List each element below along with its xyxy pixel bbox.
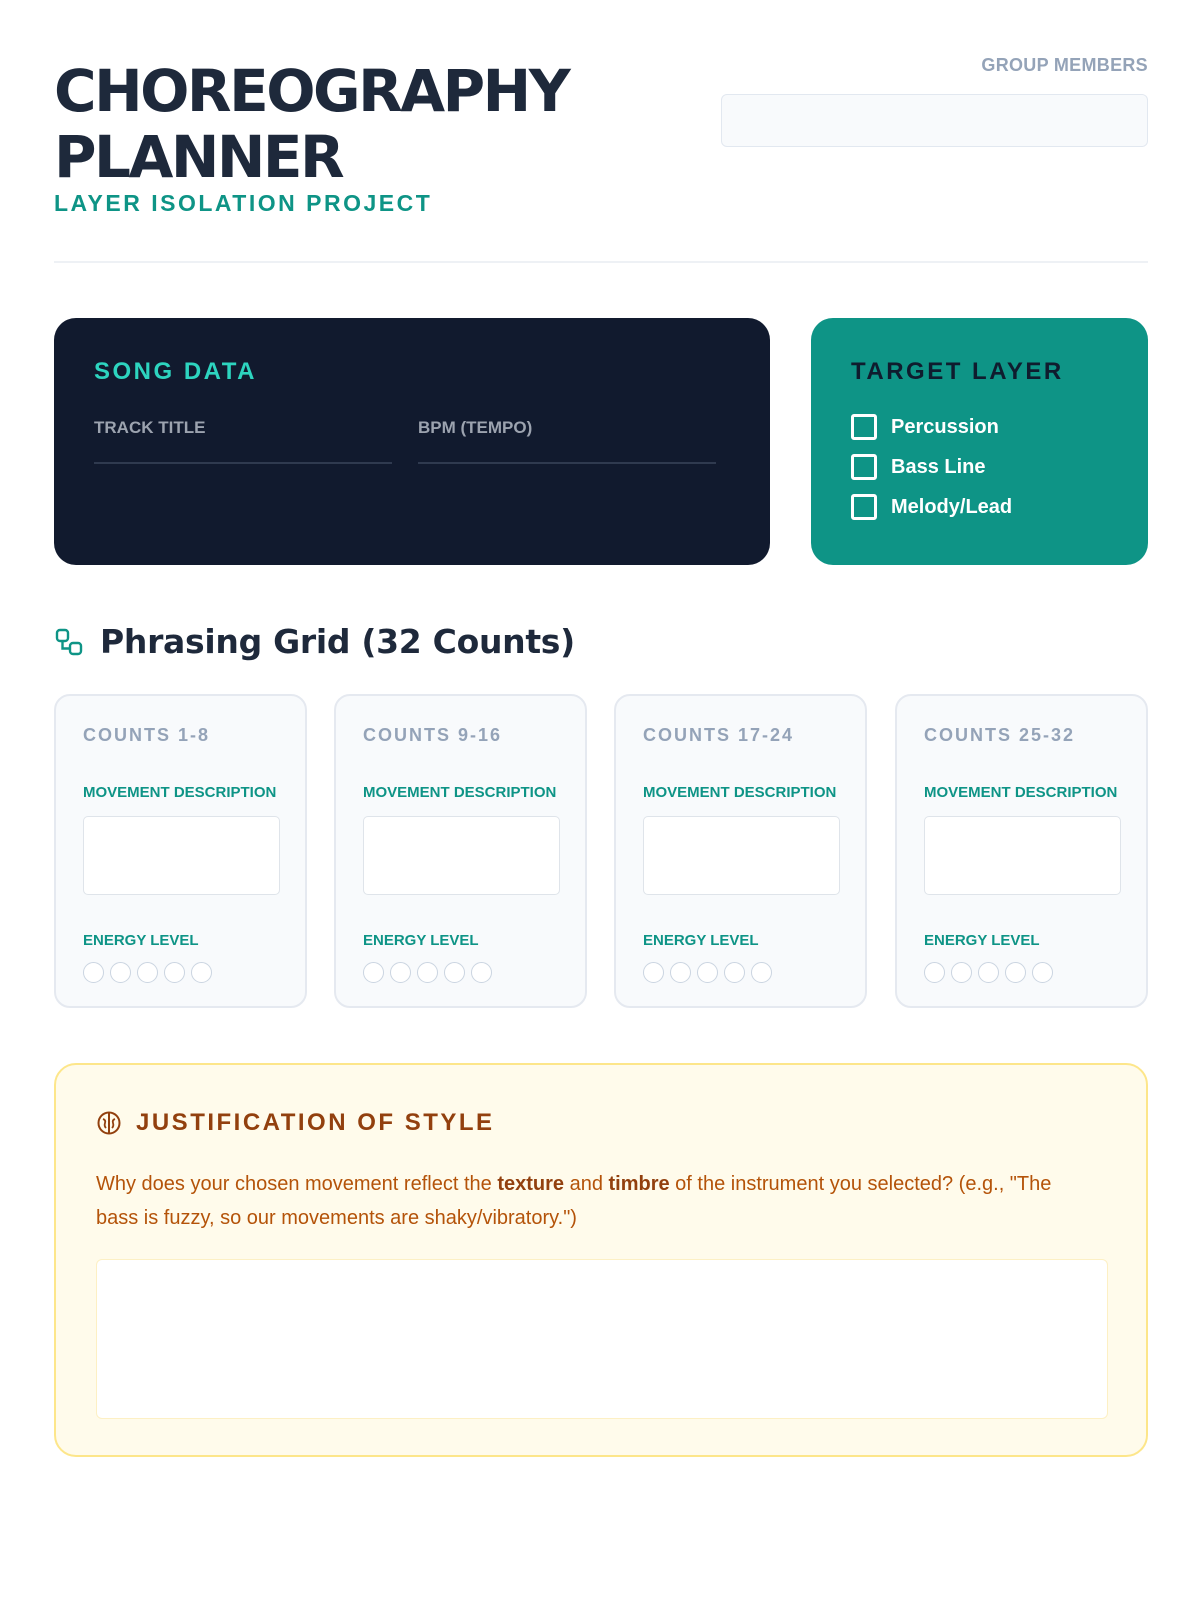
group-members-label: GROUP MEMBERS	[981, 55, 1148, 75]
prompt-text: of the instrument you selected? (e.g., "The bass is fuzzy, so our movements are shaky/vibratory.")	[96, 1173, 1052, 1229]
energy-dot[interactable]	[363, 962, 384, 983]
movement-input[interactable]	[643, 816, 840, 895]
energy-dot[interactable]	[137, 962, 158, 983]
page-title: CHOREOGRAPHY PLANNER	[54, 57, 569, 191]
melody-lead-label: Melody/Lead	[891, 495, 1013, 518]
percussion-label: Percussion	[891, 415, 999, 438]
phrase-card-4	[895, 694, 1148, 1008]
energy-rating	[363, 962, 498, 983]
prompt-text: Why does your chosen movement reflect the	[96, 1173, 498, 1195]
energy-dot[interactable]	[751, 962, 772, 983]
energy-label: ENERGY LEVEL	[924, 932, 1040, 949]
page-subtitle: LAYER ISOLATION PROJECT	[54, 190, 433, 216]
energy-dot[interactable]	[83, 962, 104, 983]
energy-dot[interactable]	[191, 962, 212, 983]
group-members-input[interactable]	[721, 94, 1148, 147]
movement-input[interactable]	[83, 816, 280, 895]
energy-dot[interactable]	[390, 962, 411, 983]
phrase-card-1	[54, 694, 307, 1008]
phrase-heading: COUNTS 1-8	[83, 725, 211, 745]
song-data-heading: SONG DATA	[94, 358, 257, 385]
energy-dot[interactable]	[951, 962, 972, 983]
track-title-label: TRACK TITLE	[94, 418, 206, 437]
header	[54, 0, 1148, 263]
movement-label: MOVEMENT DESCRIPTION	[83, 784, 277, 801]
prompt-bold-texture: texture	[497, 1173, 565, 1195]
target-layer-card	[811, 318, 1148, 565]
justification-answer-box[interactable]	[96, 1259, 1108, 1419]
justification-heading	[96, 1109, 495, 1137]
energy-dot[interactable]	[643, 962, 664, 983]
energy-dot[interactable]	[978, 962, 999, 983]
energy-dot[interactable]	[924, 962, 945, 983]
phrase-heading: COUNTS 25-32	[924, 725, 1076, 745]
energy-dot[interactable]	[110, 962, 131, 983]
movement-label: MOVEMENT DESCRIPTION	[363, 784, 557, 801]
prompt-text: and	[564, 1173, 609, 1195]
justification-title: JUSTIFICATION OF STYLE	[136, 1109, 495, 1136]
energy-dot[interactable]	[724, 962, 745, 983]
energy-dot[interactable]	[697, 962, 718, 983]
energy-dot[interactable]	[1005, 962, 1026, 983]
energy-dot[interactable]	[1032, 962, 1053, 983]
bpm-label: BPM (TEMPO)	[418, 418, 533, 437]
energy-dot[interactable]	[471, 962, 492, 983]
energy-dot[interactable]	[164, 962, 185, 983]
movement-label: MOVEMENT DESCRIPTION	[643, 784, 837, 801]
energy-label: ENERGY LEVEL	[363, 932, 479, 949]
movement-input[interactable]	[924, 816, 1121, 895]
song-data-card	[54, 318, 770, 565]
phrase-heading: COUNTS 17-24	[643, 725, 795, 745]
track-title-input[interactable]	[94, 416, 392, 464]
energy-dot[interactable]	[670, 962, 691, 983]
prompt-bold-timbre: timbre	[608, 1173, 670, 1195]
justification-card	[54, 1063, 1148, 1457]
energy-label: ENERGY LEVEL	[643, 932, 759, 949]
energy-label: ENERGY LEVEL	[83, 932, 199, 949]
energy-rating	[924, 962, 1059, 983]
option-melody-lead[interactable]	[851, 494, 1012, 520]
energy-dot[interactable]	[444, 962, 465, 983]
percussion-checkbox[interactable]	[851, 414, 877, 440]
option-bass-line[interactable]	[851, 454, 985, 480]
bpm-input[interactable]	[418, 416, 716, 464]
energy-dot[interactable]	[417, 962, 438, 983]
link-nodes-icon	[54, 627, 84, 657]
movement-input[interactable]	[363, 816, 560, 895]
option-percussion[interactable]	[851, 414, 999, 440]
justification-prompt	[96, 1167, 1086, 1235]
phrase-card-3	[614, 694, 867, 1008]
phrase-card-2	[334, 694, 587, 1008]
energy-rating	[643, 962, 778, 983]
phrasing-grid-heading	[54, 622, 575, 661]
melody-lead-checkbox[interactable]	[851, 494, 877, 520]
planner-page	[54, 0, 1148, 1229]
brain-icon	[96, 1110, 122, 1136]
energy-rating	[83, 962, 218, 983]
phrase-heading: COUNTS 9-16	[363, 725, 503, 745]
target-layer-heading: TARGET LAYER	[851, 358, 1064, 385]
movement-label: MOVEMENT DESCRIPTION	[924, 784, 1118, 801]
bass-line-label: Bass Line	[891, 455, 986, 478]
phrasing-grid-title: Phrasing Grid (32 Counts)	[100, 622, 575, 661]
bass-line-checkbox[interactable]	[851, 454, 877, 480]
